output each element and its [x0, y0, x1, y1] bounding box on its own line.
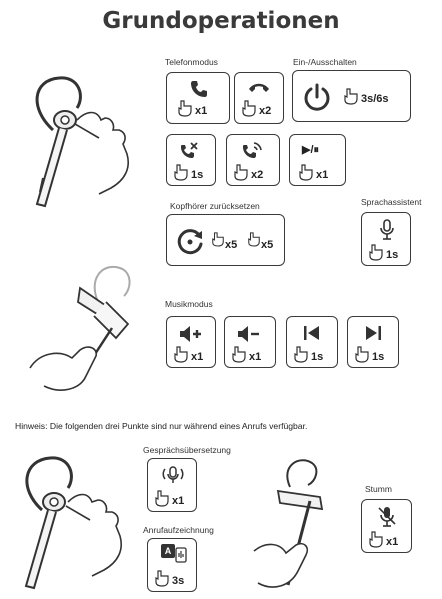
press-count: x1 — [172, 495, 185, 507]
reset-headset-button[interactable] — [166, 214, 285, 266]
next-track-icon — [364, 325, 382, 341]
power-button[interactable] — [292, 70, 411, 122]
previous-track-button[interactable] — [286, 316, 338, 368]
phone-reject-icon — [179, 141, 199, 161]
hand-press-icon — [173, 345, 189, 363]
section-label-power: Ein-/Ausschalten — [293, 57, 357, 67]
press-count: x1 — [195, 105, 208, 117]
hand-press-icon — [154, 489, 170, 507]
headset-illustration — [250, 455, 360, 595]
hand-press-icon — [233, 163, 249, 181]
page-title: Grundoperationen — [102, 8, 340, 34]
press-count: x1 — [386, 536, 399, 548]
hand-press-icon — [211, 231, 225, 247]
volume-down-button[interactable] — [224, 316, 276, 368]
hand-press-icon — [354, 345, 370, 363]
hand-press-icon — [368, 243, 384, 261]
voice-assistant-button[interactable] — [361, 212, 411, 266]
volume-up-button[interactable] — [166, 316, 216, 368]
answer-call-button[interactable] — [166, 72, 230, 124]
volume-down-icon — [237, 325, 261, 343]
translate-icon — [161, 465, 185, 485]
press-count: 1s — [386, 249, 399, 261]
headset-illustration — [20, 258, 150, 398]
mute-button[interactable] — [361, 499, 412, 553]
microphone-icon — [379, 219, 395, 241]
power-icon — [303, 83, 331, 111]
hand-press-icon — [343, 87, 359, 105]
hand-press-icon — [368, 530, 384, 548]
record-icon: A — [161, 544, 175, 558]
call-note: Hinweis: Die folgenden drei Punkte sind nur während eines Anrufs verfügbar. — [15, 421, 308, 431]
section-label-reset: Kopfhörer zurücksetzen — [170, 201, 260, 211]
redial-button[interactable] — [226, 134, 280, 186]
headset-illustration — [15, 68, 145, 208]
hand-press-icon — [298, 163, 314, 181]
press-count: x2 — [251, 169, 264, 181]
previous-track-icon — [303, 325, 321, 341]
press-count: 1s — [372, 351, 385, 363]
volume-up-icon — [179, 325, 203, 343]
play-pause-button[interactable] — [289, 134, 346, 186]
phone-redial-icon — [241, 141, 263, 161]
next-track-button[interactable] — [347, 316, 399, 368]
hand-press-icon — [177, 99, 193, 117]
press-count: x1 — [191, 351, 204, 363]
press-count: 1s — [191, 169, 204, 181]
press-count: 3s — [172, 575, 185, 587]
record-call-button[interactable] — [147, 538, 197, 592]
hand-press-icon — [293, 345, 309, 363]
hand-press-icon — [154, 569, 170, 587]
phone-hangup-icon — [248, 81, 270, 93]
section-label-translate: Gesprächsübersetzung — [143, 445, 231, 455]
play-pause-icon: ▶/⏸ — [302, 144, 320, 156]
press-count: x1 — [249, 351, 262, 363]
phone-answer-icon — [189, 79, 209, 99]
record-icon — [175, 547, 187, 563]
hangup-call-button[interactable] — [234, 72, 284, 124]
section-label-assistant: Sprachassistent — [361, 197, 422, 207]
mute-icon — [378, 506, 396, 528]
reset-icon — [175, 227, 205, 257]
headset-illustration — [8, 448, 138, 588]
translate-button[interactable] — [147, 458, 197, 512]
press-count: 1s — [311, 351, 324, 363]
press-count: x1 — [316, 169, 329, 181]
hand-press-icon — [231, 345, 247, 363]
press-count: 3s/6s — [361, 93, 389, 105]
hand-press-icon — [247, 231, 261, 247]
press-count: x2 — [259, 105, 272, 117]
section-label-mute: Stumm — [365, 484, 392, 494]
press-count: x5 — [261, 239, 274, 251]
section-label-telefonmodus: Telefonmodus — [165, 57, 218, 67]
section-label-record: Anrufaufzeichnung — [143, 525, 214, 535]
reject-call-button[interactable] — [166, 134, 216, 186]
hand-press-icon — [173, 163, 189, 181]
press-count: x5 — [225, 239, 238, 251]
section-label-music: Musikmodus — [165, 299, 213, 309]
hand-press-icon — [241, 99, 257, 117]
